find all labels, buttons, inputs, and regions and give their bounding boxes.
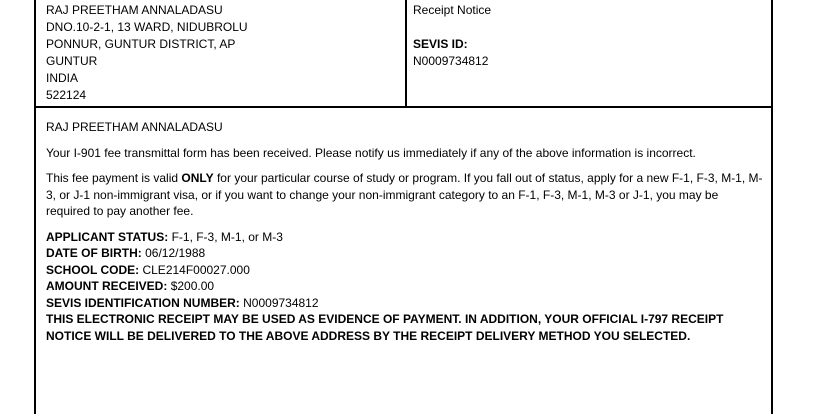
receipt-document — [34, 0, 773, 414]
address-line: 522124 — [46, 88, 87, 102]
validity-paragraph — [46, 170, 764, 220]
field-value: N0009734812 — [243, 295, 319, 310]
notice-info-block — [413, 2, 491, 70]
field-label: DATE OF BIRTH: — [46, 246, 142, 260]
field-value: 06/12/1988 — [145, 246, 206, 260]
validity-text-end: for your particular course of study or program. If you fall out of status, apply for a new F-1, F-3, M-1, M-3, or J-1 non-immigrant visa, or if you want to change your non-immigrant category to an F-1, F-3, M-1, M-3 or J-1, you may be required to pay another fee. — [46, 171, 763, 218]
receipt-body — [46, 119, 764, 353]
field-row — [46, 295, 764, 312]
address-line: INDIA — [46, 71, 79, 85]
address-line: PONNUR, GUNTUR DISTRICT, AP — [46, 37, 236, 51]
field-label: SEVIS IDENTIFICATION NUMBER: — [46, 295, 240, 310]
field-row — [46, 229, 764, 246]
salutation: RAJ PREETHAM ANNALADASU — [46, 120, 223, 134]
field-row — [46, 245, 764, 262]
validity-text-start: This fee payment is valid — [46, 171, 182, 185]
notice-type: Receipt Notice — [413, 3, 492, 17]
recipient-name: RAJ PREETHAM ANNALADASU — [46, 3, 223, 17]
field-row — [46, 262, 764, 279]
payment-details — [46, 229, 764, 312]
column-divider — [405, 0, 407, 106]
field-value: CLE214F00027.000 — [142, 262, 250, 277]
field-row — [46, 278, 764, 295]
validity-emphasis: ONLY — [181, 171, 214, 185]
field-label: APPLICANT STATUS: — [46, 229, 169, 244]
confirmation-paragraph: Your I-901 fee transmittal form has been received. Please notify us immediately if any of the above information is incorrect. — [46, 145, 696, 160]
recipient-address-block — [46, 2, 248, 104]
sevis-id-label: SEVIS ID: — [413, 37, 468, 51]
sevis-id-value: N0009734812 — [413, 54, 489, 68]
field-value: $200.00 — [170, 279, 215, 293]
address-line: DNO.10-2-1, 13 WARD, NIDUBROLU — [46, 20, 248, 34]
spacer — [413, 19, 491, 36]
evidence-notice: THIS ELECTRONIC RECEIPT MAY BE USED AS EVIDENCE OF PAYMENT. IN ADDITION, YOUR OFFICIAL I-797 RECEIPT NOTICE WILL BE DELIVERED TO THE ABOVE ADDRESS BY THE RECEIPT DELIVERY METHOD YOU SELECTED. — [46, 312, 724, 343]
address-line: GUNTUR — [46, 54, 98, 68]
field-label: AMOUNT RECEIVED: — [46, 279, 168, 293]
header-section — [36, 0, 771, 108]
field-value: F-1, F-3, M-1, or M-3 — [171, 229, 283, 244]
field-label: SCHOOL CODE: — [46, 262, 140, 277]
